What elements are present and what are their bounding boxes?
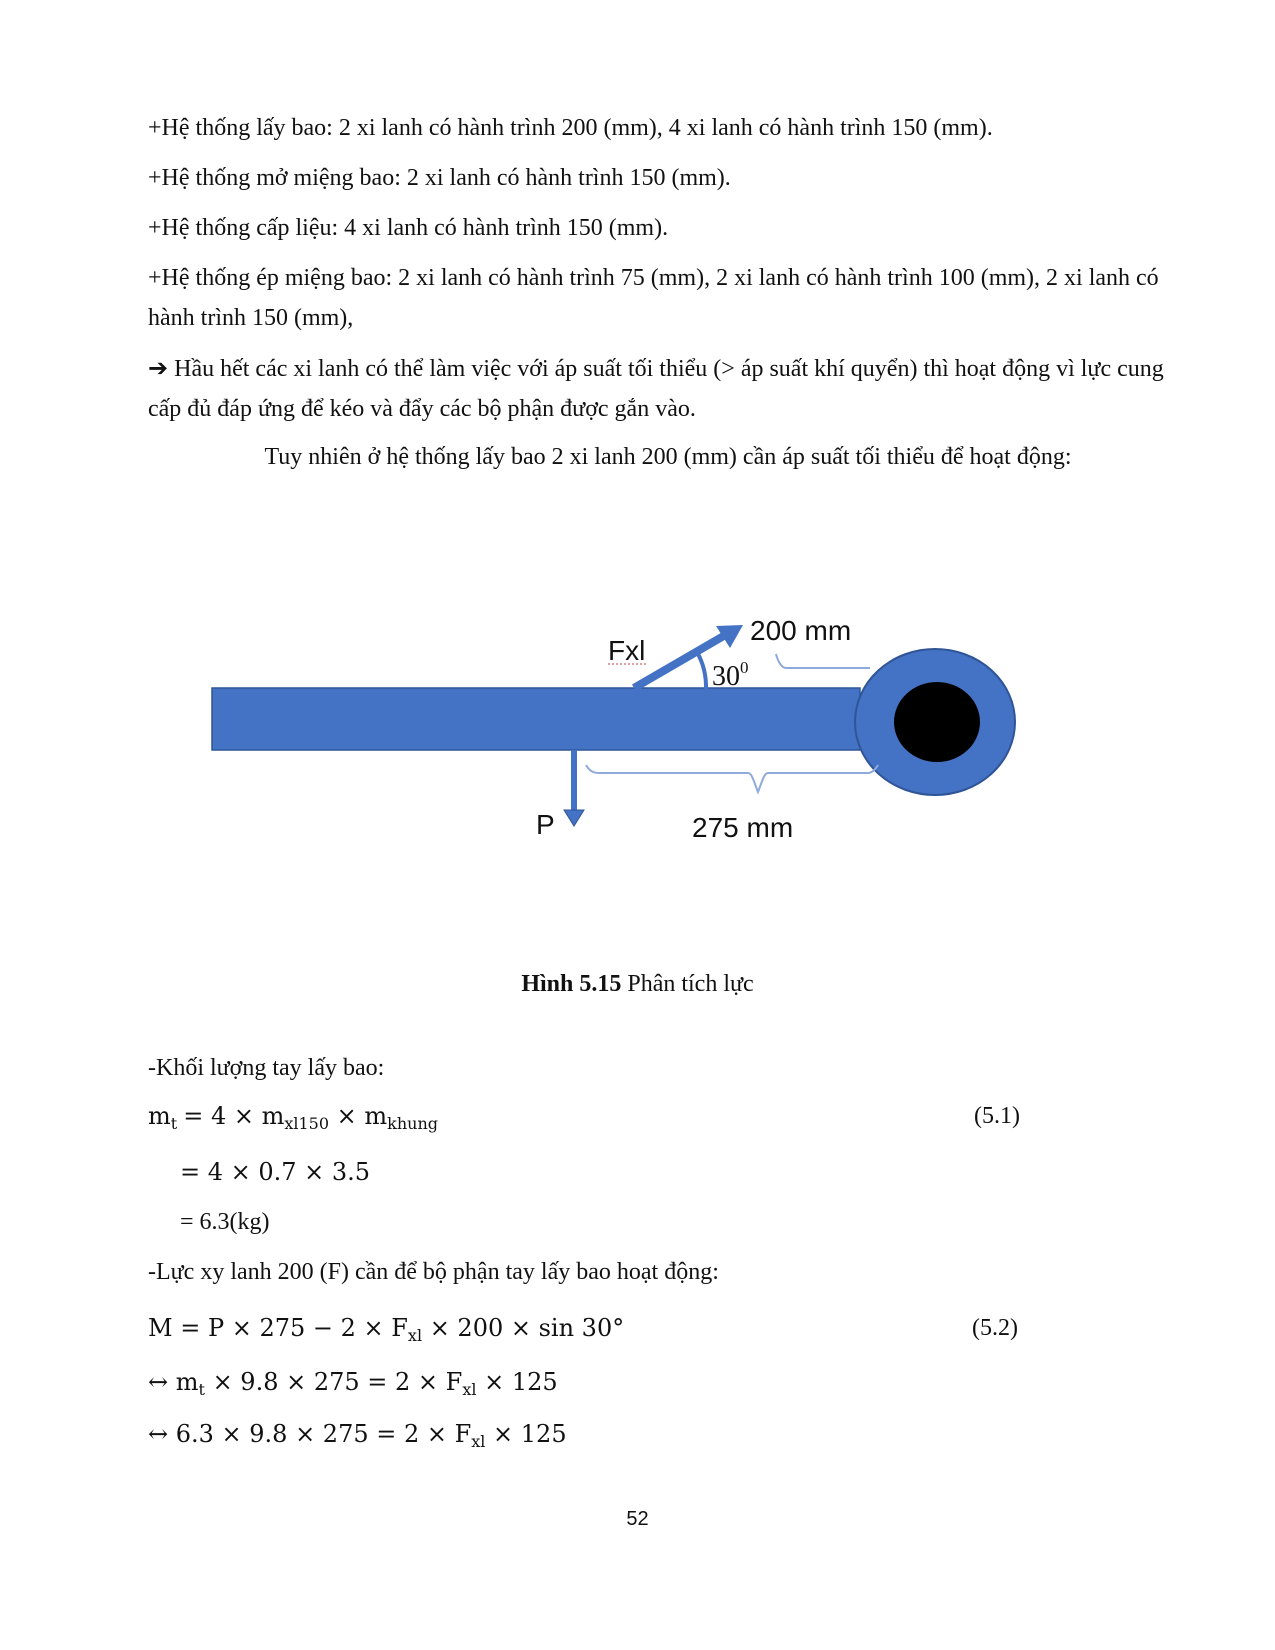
bottom-dimension-brace	[586, 765, 878, 792]
force-diagram	[0, 560, 1275, 900]
paragraph-cap-lieu: +Hệ thống cấp liệu: 4 xi lanh có hành trình 150 (mm).	[148, 215, 669, 241]
arrow-right-icon: ➔	[148, 354, 169, 382]
paragraph-mo-mieng-bao: +Hệ thống mở miệng bao: 2 xi lanh có hành trình 150 (mm).	[148, 165, 731, 191]
top-dimension-bracket	[776, 654, 870, 668]
paragraph-lay-bao: +Hệ thống lấy bao: 2 xi lanh có hành trình 200 (mm), 4 xi lanh có hành trình 150 (mm).	[148, 115, 993, 141]
equation-5-2-step1: ↔ $m_t \times 9.8 \times 275 = 2 \times F_{xl} \times 125$	[148, 1368, 558, 1399]
top-dimension-label: 200 mm	[750, 615, 852, 646]
figure-caption	[0, 968, 1275, 1000]
weight-label: P	[536, 809, 555, 840]
conclusion-text: Hầu hết các xi lanh có thể làm việc với áp suất tối thiểu (> áp suất khí quyển) thì hoạt động vì lực cung cấp đủ đáp ứng để kéo và đẩy các bộ phận được gắn vào.	[148, 356, 1164, 422]
angle-label: $30^0$	[712, 658, 749, 692]
heading-khoi-luong: -Khối lượng tay lấy bao:	[148, 1055, 385, 1081]
caption-text: Phân tích lực	[627, 971, 754, 997]
heading-luc-xy-lanh: -Lực xy lanh 200 (F) cần để bộ phận tay lấy bao hoạt động:	[148, 1259, 719, 1285]
equation-number-5-1: (5.1)	[974, 1103, 1020, 1129]
equation-number-5-2: (5.2)	[972, 1315, 1018, 1341]
caption-label: Hình 5.15	[521, 971, 622, 997]
paragraph-however: Tuy nhiên ở hệ thống lấy bao 2 xi lanh 200 (mm) cần áp suất tối thiểu để hoạt động:	[264, 444, 1072, 470]
paragraph-ep-mieng-bao: +Hệ thống ép miệng bao: 2 xi lanh có hành trình 75 (mm), 2 xi lanh có hành trình 100 (mm), 2 xi lanh có hành trình 150 (mm),	[148, 265, 1159, 331]
pivot-hole	[894, 682, 980, 762]
arm-beam	[212, 688, 860, 750]
weight-arrow-head	[564, 810, 584, 826]
paragraph-conclusion	[148, 348, 1188, 429]
equation-5-1: $m_t = 4 \times m_{xl150} \times m_{khung}$	[148, 1102, 439, 1133]
equation-5-2: $M = P \times 275 - 2 \times F_{xl} \times 200 \times \sin 30^\circ$	[148, 1314, 625, 1345]
equation-5-1-step: = 4 × 0.7 × 3.5	[180, 1158, 371, 1186]
equation-5-2-step2: ↔ $6.3 \times 9.8 \times 275 = 2 \times F_{xl} \times 125$	[148, 1420, 567, 1451]
force-label: Fxl	[608, 635, 646, 666]
equation-5-1-result: = 6.3(kg)	[180, 1209, 270, 1235]
bottom-dimension-label: 275 mm	[692, 812, 794, 843]
angle-arc	[697, 652, 706, 689]
page-number: 52	[626, 1508, 649, 1530]
